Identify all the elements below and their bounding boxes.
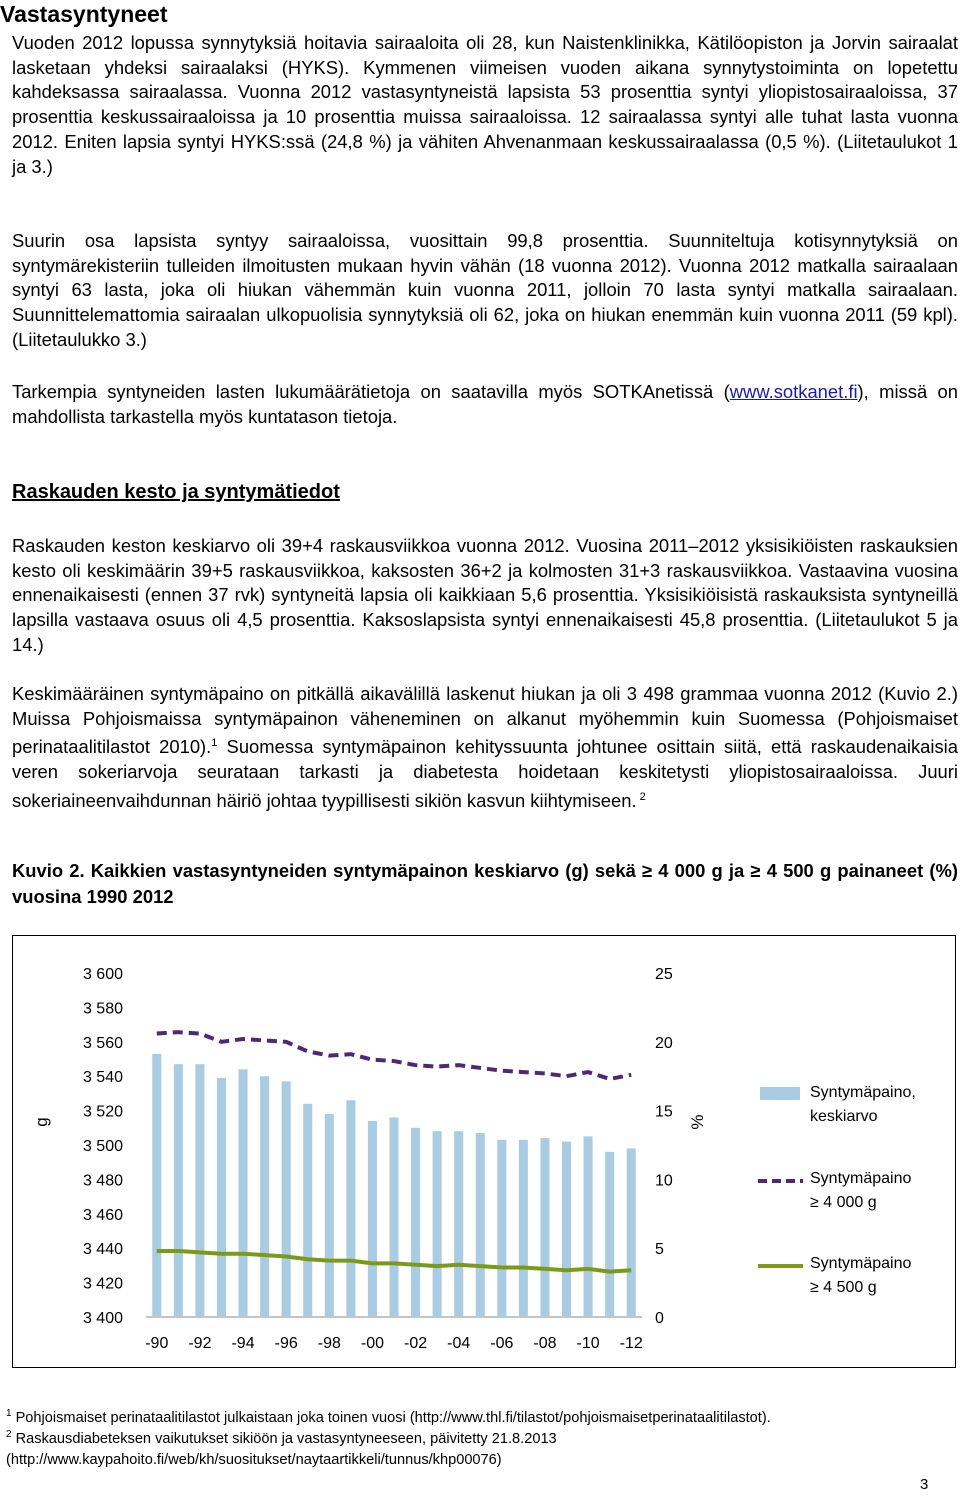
x-tick-label: -94 — [231, 1335, 255, 1352]
legend-label: ≥ 4 000 g — [810, 1194, 877, 1211]
left-tick-label: 3 480 — [82, 1172, 123, 1190]
right-tick-label: 15 — [655, 1103, 673, 1121]
paragraph-sotkanet — [12, 380, 958, 429]
page-number: 3 — [920, 1476, 929, 1493]
left-tick-label: 3 520 — [82, 1103, 123, 1121]
legend-label: ≥ 4 500 g — [810, 1279, 877, 1296]
bar-weight-1994 — [239, 1069, 248, 1317]
left-axis-title: g — [32, 1117, 51, 1127]
bar-weight-2006 — [497, 1140, 506, 1317]
section-heading: Vastasyntyneet — [0, 1, 168, 27]
footnote-ref-2[interactable]: 2 — [636, 790, 646, 803]
footnote-2-text: Raskausdiabeteksen vaikutukset sikiöön ja vastasyntyneeseen, päivitetty 21.8.2013 — [15, 1431, 557, 1447]
right-tick-label: 5 — [655, 1241, 664, 1259]
legend-label: keskiarvo — [810, 1108, 878, 1125]
birthweight-chart — [13, 936, 955, 1367]
x-tick-label: -96 — [274, 1335, 298, 1352]
x-tick-label: -06 — [490, 1335, 514, 1352]
chart-frame — [12, 935, 956, 1368]
footnote-2 — [6, 1430, 557, 1448]
sotkanet-text-after: ), missä on mahdollista tarkastella myös kuntatason tietoja. — [12, 381, 959, 427]
footnote-2-number: 2 — [6, 1429, 12, 1440]
bar-weight-2010 — [584, 1136, 593, 1317]
paragraph-hospitals: Vuoden 2012 lopussa synnytyksiä hoitavia sairaaloita oli 28, kun Naistenklinikka, Kätilöopiston ja Jorvin sairaalat lasketaan yhdeksi sairaalaksi (HYKS). Kymmenen viimeisen vuoden aikana synnytystoiminta on lopetettu kahdeksassa sairaalassa. Vuonna 2012 vastasyntyneistä lapsista 53 prosenttia syntyi yliopistosairaaloissa, 37 prosenttia keskussairaaloissa ja 10 prosenttia muissa sairaaloissa. 12 sairaalassa syntyi alle tuhat lasta vuonna 2012. Eniten lapsia syntyi HYKS:ssä (24,8 %) ja vähiten Ahvenanmaan keskussairaalassa (0,5 %). (Liitetaulukot 1 ja 3.) — [12, 32, 958, 177]
right-tick-label: 20 — [655, 1034, 673, 1052]
left-tick-label: 3 560 — [82, 1034, 123, 1052]
x-tick-label: -98 — [317, 1335, 341, 1352]
bar-weight-1999 — [346, 1100, 355, 1317]
left-tick-label: 3 400 — [82, 1310, 123, 1327]
line-series-4000g — [157, 1032, 631, 1079]
legend-label: Syntymäpaino — [810, 1170, 912, 1187]
left-tick-label: 3 600 — [82, 966, 123, 983]
sotkanet-link[interactable]: www.sotkanet.fi — [729, 381, 858, 402]
left-tick-label: 3 460 — [82, 1206, 123, 1224]
left-tick-label: 3 440 — [82, 1241, 123, 1259]
section-heading-2: Raskauden kesto ja syntymätiedot — [12, 481, 340, 503]
x-tick-label: -00 — [360, 1335, 384, 1352]
bar-weight-2002 — [411, 1128, 420, 1317]
x-tick-label: -02 — [404, 1335, 428, 1352]
bar-weight-2012 — [627, 1148, 636, 1317]
bar-weight-2005 — [476, 1133, 485, 1317]
paragraph-birth-weight — [12, 682, 958, 814]
bar-weight-1996 — [282, 1081, 291, 1317]
x-tick-label: -04 — [447, 1335, 471, 1352]
x-tick-label: -08 — [533, 1335, 557, 1352]
left-tick-label: 3 580 — [82, 1000, 123, 1018]
right-axis-title: % — [688, 1114, 707, 1130]
bar-weight-1990 — [152, 1054, 161, 1317]
bar-weight-1998 — [325, 1114, 334, 1317]
right-tick-label: 10 — [655, 1172, 673, 1190]
footnote-1 — [6, 1409, 771, 1427]
bar-weight-1991 — [174, 1064, 183, 1317]
bar-weight-2008 — [540, 1138, 549, 1317]
x-tick-label: -90 — [145, 1335, 169, 1352]
right-tick-label: 25 — [655, 966, 673, 983]
birth-weight-text-1: Keskimääräinen syntymäpaino on pitkällä aikavälillä laskenut hiukan ja oli 3 498 grammaa vuonna 2012 (Kuvio 2.) Muissa Pohjoismaissa syntymäpainon väheneminen on alkanut myöhemmin kuin Suomessa (Pohjoismaiset perinataalitilastot 2010). — [12, 683, 958, 758]
bar-weight-2011 — [605, 1152, 614, 1317]
sotkanet-text-before: Tarkempia syntyneiden lasten lukumäärätietoja on saatavilla myös SOTKAnetissä ( — [12, 381, 730, 402]
bar-weight-2003 — [433, 1131, 442, 1317]
footnote-2-url: (http://www.kaypahoito.fi/web/kh/suositukset/naytaartikkeli/tunnus/khp00076) — [6, 1452, 502, 1468]
x-tick-label: -92 — [188, 1335, 212, 1352]
paragraph-home-births: Suurin osa lapsista syntyy sairaaloissa, vuosittain 99,8 prosenttia. Suunniteltuja kotisynnytyksiä on syntymärekisteriin tulleiden ilmoitusten mukaan hyvin vähän (18 vuonna 2012). Vuonna 2012 matkalla sairaalaan syntyi 63 lasta, joka oli hiukan vähemmän kuin vuonna 2011, jolloin 70 lasta syntyi matkalla sairaalaan. Suunnittelemattomia sairaalan ulkopuolisia synnytyksiä oli 62, joka on hiukan enemmän kuin vuonna 2011 (59 kpl). (Liitetaulukko 3.) — [12, 230, 958, 350]
bar-weight-2000 — [368, 1121, 377, 1317]
birth-weight-text-2: Suomessa syntymäpainon kehityssuunta johtunee osittain siitä, että raskaudenaikaisia veren sokeriarvoja seurataan tarkasti ja diabetesta hoidetaan keskitetysti yliopistosairaaloissa. Juuri sokeriaineenvaihdunnan häiriö johtaa tyypillisesti sikiön kasvun kiihtymiseen. — [12, 736, 958, 812]
right-tick-label: 0 — [655, 1310, 664, 1327]
x-tick-label: -10 — [576, 1335, 600, 1352]
footnote-1-text: Pohjoismaiset perinataalitilastot julkaistaan joka toinen vuosi (http://www.thl.fi/tilastot/pohjoismaisetperinataalitilastot). — [15, 1410, 771, 1426]
bar-weight-1993 — [217, 1078, 226, 1317]
left-tick-label: 3 500 — [82, 1138, 123, 1155]
bar-weight-1995 — [260, 1076, 269, 1317]
x-tick-label: -12 — [619, 1335, 643, 1352]
bar-weight-2009 — [562, 1142, 571, 1317]
figure-title: Kuvio 2. Kaikkien vastasyntyneiden syntymäpainon keskiarvo (g) sekä ≥ 4 000 g ja ≥ 4 500 g painaneet (%) vuosina 1990 2012 — [12, 860, 958, 907]
left-tick-label: 3 420 — [82, 1275, 123, 1293]
bar-weight-2004 — [454, 1131, 463, 1317]
footnote-1-number: 1 — [6, 1408, 12, 1419]
left-tick-label: 3 540 — [82, 1069, 123, 1087]
bar-weight-1992 — [195, 1064, 204, 1317]
bar-weight-1997 — [303, 1104, 312, 1317]
legend-label: Syntymäpaino, — [810, 1084, 916, 1101]
bar-weight-2001 — [389, 1117, 398, 1317]
legend-swatch-weight — [760, 1087, 800, 1100]
bar-weight-2007 — [519, 1140, 528, 1317]
paragraph-pregnancy-duration: Raskauden keston keskiarvo oli 39+4 raskausviikkoa vuonna 2012. Vuosina 2011–2012 yksisikiöisten raskauksien kesto oli keskimäärin 39+5 raskausviikkoa, kaksosten 36+2 ja kolmosten 31+3 raskausviikkoa. Vastaavina vuosina ennenaikaisesti (ennen 37 rvk) syntyneitä lapsia oli kaikkiaan 5,6 prosenttia. Yksisikiöisistä raskauksista syntyneillä lapsilla vastaava osuus oli 4,5 prosenttia. Kaksoslapsista syntyi ennenaikaisesti 45,8 prosenttia. (Liitetaulukot 5 ja 14.) — [12, 535, 958, 655]
footnote-ref-1[interactable]: 1 — [211, 737, 218, 750]
legend-label: Syntymäpaino — [810, 1255, 912, 1272]
